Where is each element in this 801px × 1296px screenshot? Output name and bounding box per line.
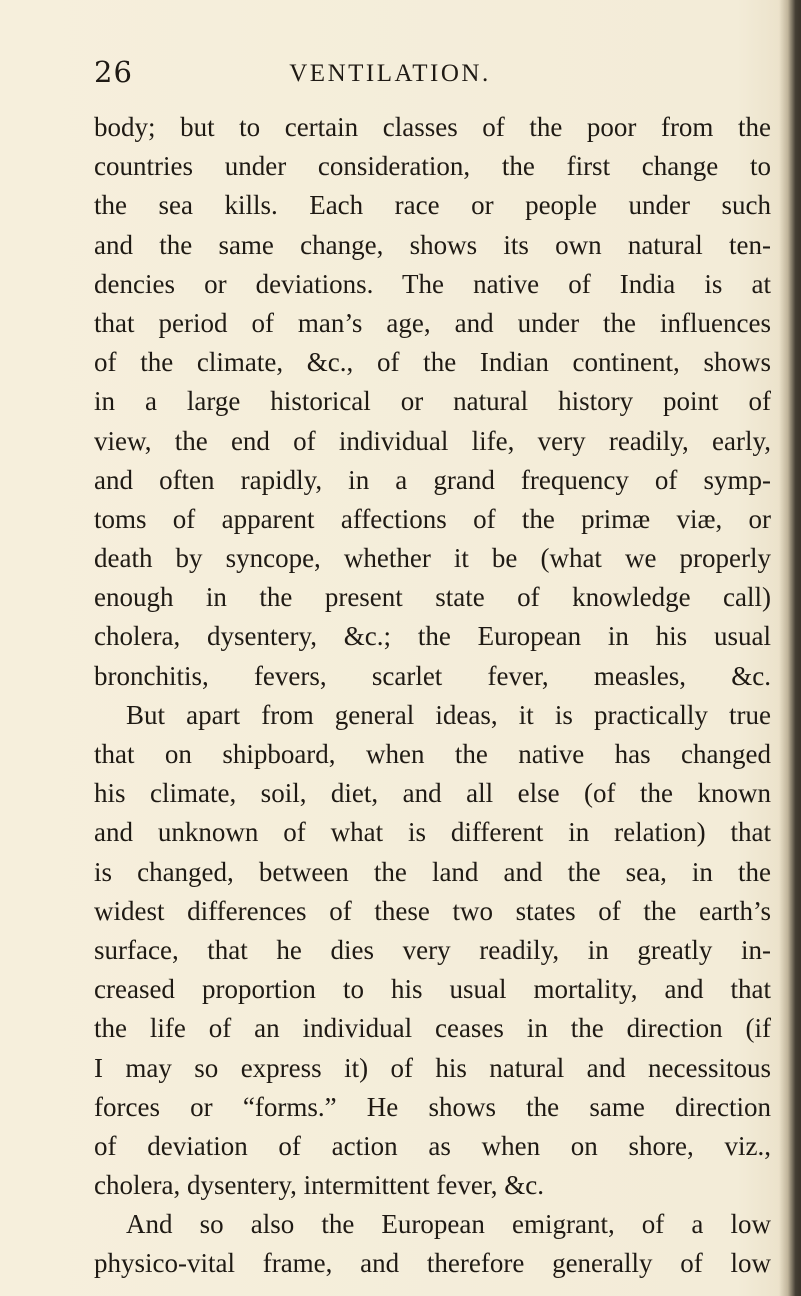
text-line: forces or “forms.” He shows the same direction (94, 1091, 771, 1122)
text-line: view, the end of individual life, very readily, early, (94, 425, 771, 456)
page-number: 26 (94, 55, 133, 89)
running-head: VENTILATION. (289, 60, 491, 87)
text-line: the life of an individual ceases in the direction (if (94, 1013, 771, 1044)
text-line: that on shipboard, when the native has changed (94, 739, 771, 769)
text-line: and the same change, shows its own natural ten- (94, 229, 771, 260)
text-line: And so also the European emigrant, of a low (126, 1209, 771, 1240)
text-line: I may so express it) of his natural and necessitous (94, 1052, 771, 1083)
body-text (94, 108, 771, 1284)
text-line: and often rapidly, in a grand frequency of symp- (94, 464, 771, 495)
text-line: cholera, dysentery, &c.; the European in his usual (94, 621, 771, 652)
text-line: creased proportion to his usual mortality, and that (94, 974, 771, 1005)
text-line: and unknown of what is different in relation) that (94, 817, 771, 848)
text-line: enough in the present state of knowledge call) (94, 582, 771, 613)
text-line: the sea kills. Each race or people under such (94, 190, 771, 221)
text-line: in a large historical or natural history point of (94, 386, 771, 417)
page-header (0, 52, 801, 92)
text-line: is changed, between the land and the sea, in the (94, 856, 771, 887)
text-line: of deviation of action as when on shore, viz., (94, 1130, 771, 1161)
text-line: But apart from general ideas, it is practically true (126, 699, 771, 730)
text-line: that period of man’s age, and under the influences (94, 307, 771, 338)
text-line: physico-vital frame, and therefore generally of low (94, 1248, 771, 1279)
page-gutter-shadow (779, 0, 801, 1296)
text-line: dencies or deviations. The native of India is at (94, 268, 771, 299)
text-line: death by syncope, whether it be (what we properly (94, 543, 771, 574)
text-line: widest differences of these two states of the earth’s (94, 895, 771, 926)
text-line: countries under consideration, the first change to (94, 151, 771, 182)
text-line: cholera, dysentery, intermittent fever, &c. (94, 1170, 544, 1201)
text-line: bronchitis, fevers, scarlet fever, measles, &c. (94, 660, 771, 691)
text-line: his climate, soil, diet, and all else (of the known (94, 778, 771, 809)
text-line: body; but to certain classes of the poor from the (94, 112, 771, 142)
text-line: surface, that he dies very readily, in greatly in- (94, 934, 771, 965)
text-line: toms of apparent affections of the primæ viæ, or (94, 503, 771, 534)
text-line: of the climate, &c., of the Indian continent, shows (94, 347, 771, 378)
